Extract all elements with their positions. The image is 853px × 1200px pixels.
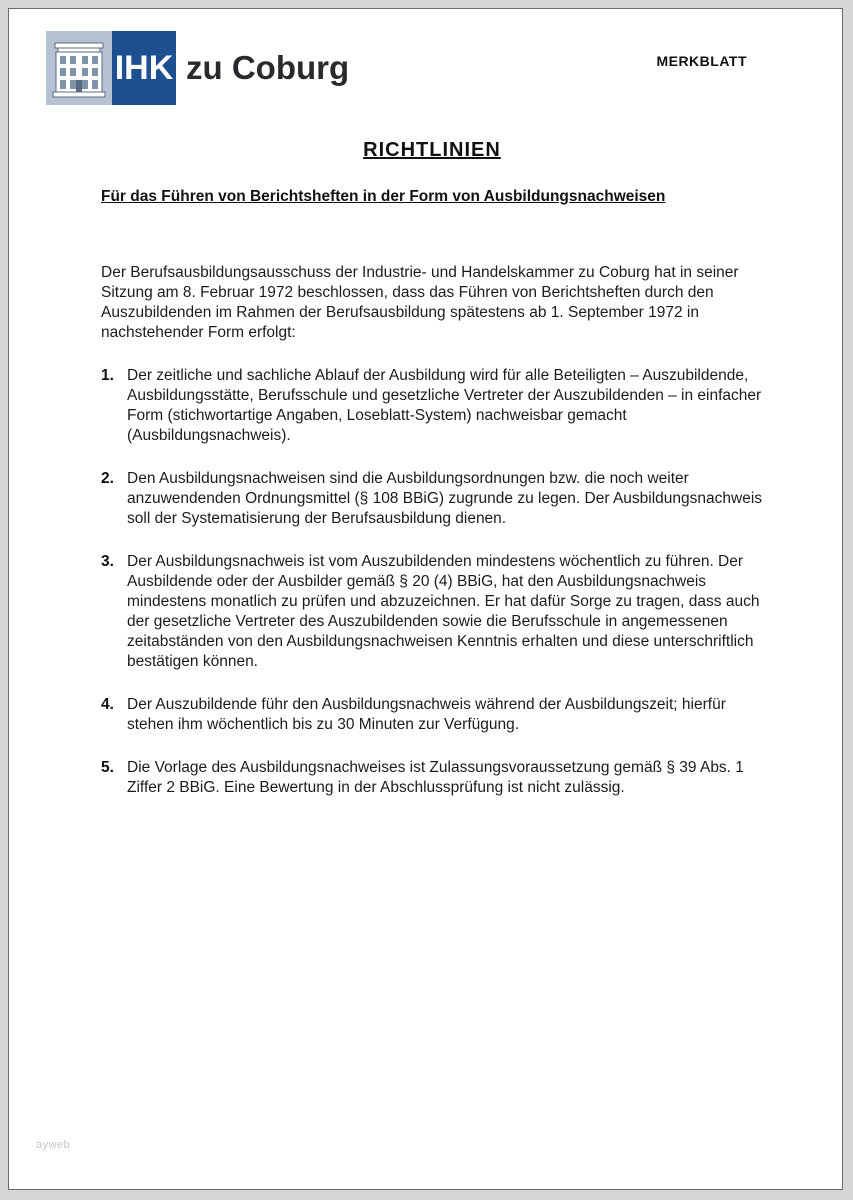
list-item-number: 4. xyxy=(101,696,114,713)
list-item-text: Der zeitliche und sachliche Ablauf der Ausbildung wird für alle Beteiligten – Auszubildende, Ausbildungsstätte, Berufsschule und gesetzliche Vertreter der Auszubildenden – in einfacher Form (stichwortartige Angaben, Loseblatt-System) nachweisbar gemacht (Ausbildungsnachweis). xyxy=(127,367,762,444)
list-item xyxy=(101,552,763,672)
ihk-logo-text: IHK xyxy=(112,31,176,105)
page-subtitle: Für das Führen von Berichtsheften in der Form von Ausbildungsnachweisen xyxy=(101,188,666,205)
list-item-text: Der Auszubildende führ den Ausbildungsnachweis während der Ausbildungszeit; hierfür stehen ihm wöchentlich bis zu 30 Minuten zur Verfügung. xyxy=(127,696,726,733)
page-title: RICHTLINIEN xyxy=(363,139,501,161)
list-item-number: 5. xyxy=(101,759,114,776)
list-item-number: 3. xyxy=(101,553,114,570)
list-item-number: 2. xyxy=(101,470,114,487)
list-item-text: Den Ausbildungsnachweisen sind die Ausbildungsordnungen bzw. die noch weiter anzuwendenden Ordnungsmittel (§ 108 BBiG) zugrunde zu legen. Der Ausbildungsnachweis soll der Systematisierung der Berufsausbildung dienen. xyxy=(127,470,763,527)
list-item xyxy=(101,695,763,735)
watermark: ayweb xyxy=(36,1139,71,1151)
list-item-number: 1. xyxy=(101,367,114,384)
logo-subtitle: zu Coburg xyxy=(186,49,350,86)
list-item xyxy=(101,758,763,798)
document-body xyxy=(101,9,763,798)
list-item xyxy=(101,366,763,446)
page xyxy=(8,8,843,1190)
list-item-text: Der Ausbildungsnachweis ist vom Auszubildenden mindestens wöchentlich zu führen. Der Ausbildende oder der Ausbilder gemäß § 20 (4) BBiG, hat den Ausbildungsnachweis mindestens monatlich zu prüfen und abzuzeichnen. Er hat dafür Sorge zu tragen, dass auch der gesetzliche Vertreter des Auszubildenden sowie die Berufsschule in angemessenen zeitabständen von den Ausbildungsnachweisen Kenntnis erhalten und diese unterschriftlich bestätigen können. xyxy=(127,553,760,670)
list-item-text: Die Vorlage des Ausbildungsnachweises ist Zulassungsvoraussetzung gemäß § 39 Abs. 1 Ziffer 2 BBiG. Eine Bewertung in der Abschlussprüfung ist nicht zulässig. xyxy=(127,759,744,796)
intro-paragraph: Der Berufsausbildungsausschuss der Industrie- und Handelskammer zu Coburg hat in seiner Sitzung am 8. Februar 1972 beschlossen, dass das Führen von Berichtsheften durch den Auszubildenden im Rahmen der Berufsausbildung spätestens ab 1. September 1972 in nachstehender Form erfolgt: xyxy=(101,264,739,341)
merkblatt-label: MERKBLATT xyxy=(656,53,747,69)
list-item xyxy=(101,469,763,529)
guideline-list xyxy=(101,366,763,798)
